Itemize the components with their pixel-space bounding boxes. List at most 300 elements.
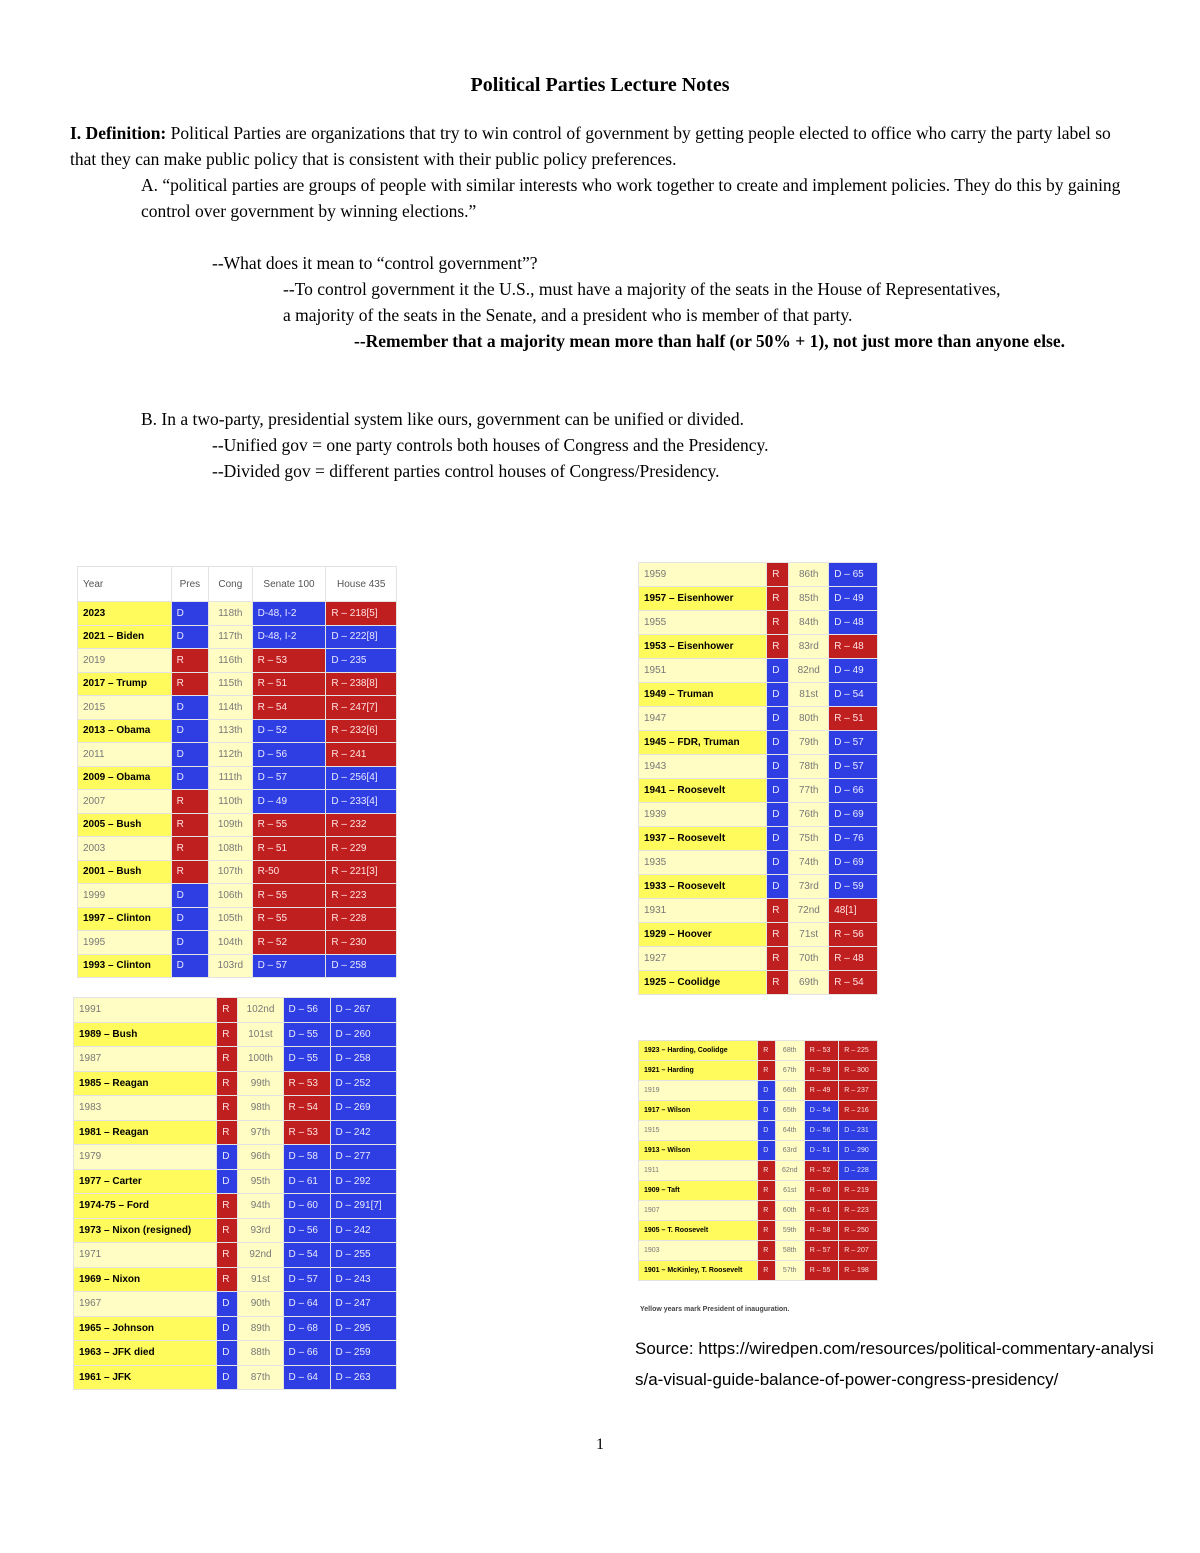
senate-cell: D – 59	[829, 875, 878, 899]
congress-cell: 103rd	[209, 954, 252, 978]
pres-party-cell: R	[758, 1161, 776, 1181]
table-row	[78, 790, 397, 814]
year-cell: 1983	[74, 1096, 217, 1121]
pres-party-cell: R	[767, 611, 789, 635]
table-row	[639, 659, 878, 683]
pres-party-cell: R	[767, 635, 789, 659]
year-cell: 1969 – Nixon	[74, 1267, 217, 1292]
table-row	[639, 803, 878, 827]
table-row	[639, 971, 878, 995]
year-cell: 1963 – JFK died	[74, 1341, 217, 1366]
pres-party-cell: D	[171, 696, 208, 720]
pres-party-cell: R	[767, 563, 789, 587]
table-row	[78, 766, 397, 790]
year-cell: 2019	[78, 649, 172, 673]
congress-cell: 91st	[238, 1267, 283, 1292]
congress-cell: 89th	[238, 1316, 283, 1341]
congress-cell: 85th	[789, 587, 829, 611]
house-cell: D – 255	[330, 1243, 396, 1268]
table-row	[78, 907, 397, 931]
year-cell: 2021 – Biden	[78, 625, 172, 649]
congress-cell: 76th	[789, 803, 829, 827]
senate-cell: D – 69	[829, 851, 878, 875]
congress-cell: 78th	[789, 755, 829, 779]
senate-cell: D-48, I-2	[252, 625, 326, 649]
house-cell: R – 232[6]	[326, 719, 397, 743]
senate-cell: D – 68	[283, 1316, 330, 1341]
congress-cell: 87th	[238, 1365, 283, 1390]
senate-cell: D – 57	[252, 954, 326, 978]
year-cell: 1979	[74, 1145, 217, 1170]
congress-cell: 100th	[238, 1047, 283, 1072]
congress-cell: 68th	[775, 1041, 804, 1061]
pres-party-cell: R	[767, 923, 789, 947]
table-row	[639, 1121, 878, 1141]
table-header-row	[78, 567, 397, 602]
page-title: Political Parties Lecture Notes	[470, 74, 730, 96]
table-row	[74, 1316, 397, 1341]
congress-cell: 109th	[209, 813, 252, 837]
table-row	[639, 899, 878, 923]
year-cell: 1989 – Bush	[74, 1022, 217, 1047]
house-cell: R – 219	[839, 1181, 878, 1201]
table-row	[78, 602, 397, 626]
control-explanation-1: --To control government it the U.S., must have a majority of the seats in the House of Representatives,	[283, 279, 1001, 299]
senate-cell: R – 58	[804, 1221, 838, 1241]
year-cell: 1929 – Hoover	[639, 923, 767, 947]
house-cell: D – 231	[839, 1121, 878, 1141]
year-cell: 1949 – Truman	[639, 683, 767, 707]
year-cell: 1911	[639, 1161, 758, 1181]
senate-cell: R-50	[252, 860, 326, 884]
table-row	[639, 1161, 878, 1181]
house-cell: R – 225	[839, 1041, 878, 1061]
senate-cell: D – 64	[283, 1292, 330, 1317]
senate-cell: R – 54	[283, 1096, 330, 1121]
congress-cell: 72nd	[789, 899, 829, 923]
house-cell: R – 207	[839, 1241, 878, 1261]
year-cell: 1953 – Eisenhower	[639, 635, 767, 659]
table-row	[74, 1267, 397, 1292]
table-row	[639, 1141, 878, 1161]
pres-party-cell: D	[758, 1141, 776, 1161]
header-senate: Senate 100	[252, 567, 326, 602]
table-row	[639, 1061, 878, 1081]
table-row	[78, 743, 397, 767]
congress-cell: 112th	[209, 743, 252, 767]
source-citation	[635, 1333, 1155, 1395]
senate-cell: R – 59	[804, 1061, 838, 1081]
table-row	[74, 1096, 397, 1121]
year-cell: 2017 – Trump	[78, 672, 172, 696]
pres-party-cell: D	[217, 1341, 238, 1366]
senate-cell: D – 57	[252, 766, 326, 790]
table-row	[78, 696, 397, 720]
year-cell: 1977 – Carter	[74, 1169, 217, 1194]
house-cell: R – 250	[839, 1221, 878, 1241]
pres-party-cell: D	[758, 1101, 776, 1121]
congress-cell: 117th	[209, 625, 252, 649]
table-row	[639, 947, 878, 971]
balance-table-1923-1901	[638, 1040, 878, 1281]
table-note: Yellow years mark President of inauguration.	[640, 1306, 790, 1313]
house-cell: D – 258	[330, 1047, 396, 1072]
table-row	[639, 1201, 878, 1221]
table-row	[639, 683, 878, 707]
senate-cell: R – 54	[829, 971, 878, 995]
congress-cell: 90th	[238, 1292, 283, 1317]
house-cell: R – 216	[839, 1101, 878, 1121]
table-row	[78, 837, 397, 861]
year-cell: 1981 – Reagan	[74, 1120, 217, 1145]
pres-party-cell: D	[767, 707, 789, 731]
point-a: A. “political parties are groups of people with similar interests who work together to create and implement policies. They do this by gaining control over government by winning elections.”	[141, 175, 1121, 221]
senate-cell: R – 49	[804, 1081, 838, 1101]
year-cell: 1973 – Nixon (resigned)	[74, 1218, 217, 1243]
pres-party-cell: R	[171, 837, 208, 861]
table-row	[78, 649, 397, 673]
table-row	[639, 923, 878, 947]
table-row	[74, 1120, 397, 1145]
congress-cell: 62nd	[775, 1161, 804, 1181]
year-cell: 1907	[639, 1201, 758, 1221]
senate-cell: D – 54	[283, 1243, 330, 1268]
house-cell: R – 218[5]	[326, 602, 397, 626]
senate-cell: R – 55	[252, 813, 326, 837]
house-cell: D – 247	[330, 1292, 396, 1317]
house-cell: D – 277	[330, 1145, 396, 1170]
table-row	[639, 827, 878, 851]
pres-party-cell: D	[171, 884, 208, 908]
congress-cell: 77th	[789, 779, 829, 803]
senate-cell: R – 48	[829, 947, 878, 971]
year-cell: 1959	[639, 563, 767, 587]
year-cell: 1987	[74, 1047, 217, 1072]
table-row	[639, 779, 878, 803]
house-cell: D – 256[4]	[326, 766, 397, 790]
house-cell: R – 223	[326, 884, 397, 908]
pres-party-cell: R	[217, 1194, 238, 1219]
senate-cell: D – 69	[829, 803, 878, 827]
senate-cell: D – 56	[252, 743, 326, 767]
senate-cell: R – 51	[252, 672, 326, 696]
house-cell: R – 300	[839, 1061, 878, 1081]
definition-paragraph	[70, 120, 1130, 172]
house-cell: D – 243	[330, 1267, 396, 1292]
year-cell: 2011	[78, 743, 172, 767]
year-cell: 1995	[78, 931, 172, 955]
congress-cell: 108th	[209, 837, 252, 861]
balance-table-1959-1925	[638, 562, 878, 995]
house-cell: D – 222[8]	[326, 625, 397, 649]
senate-cell: D – 76	[829, 827, 878, 851]
header-year: Year	[78, 567, 172, 602]
year-cell: 1999	[78, 884, 172, 908]
table-row	[74, 1145, 397, 1170]
table-row	[78, 813, 397, 837]
house-cell: R – 198	[839, 1261, 878, 1281]
year-cell: 1947	[639, 707, 767, 731]
senate-cell: R – 55	[252, 884, 326, 908]
pres-party-cell: R	[767, 971, 789, 995]
table-row	[639, 1221, 878, 1241]
pres-party-cell: D	[171, 719, 208, 743]
senate-cell: D – 64	[283, 1365, 330, 1390]
pres-party-cell: R	[217, 1071, 238, 1096]
divided-gov: --Divided gov = different parties control houses of Congress/Presidency.	[212, 461, 720, 481]
year-cell: 1991	[74, 998, 217, 1023]
pres-party-cell: D	[217, 1169, 238, 1194]
pres-party-cell: R	[171, 860, 208, 884]
congress-cell: 74th	[789, 851, 829, 875]
year-cell: 1937 – Roosevelt	[639, 827, 767, 851]
senate-cell: D – 58	[283, 1145, 330, 1170]
table-row	[639, 1081, 878, 1101]
pres-party-cell: R	[758, 1221, 776, 1241]
senate-cell: D – 54	[829, 683, 878, 707]
table-row	[639, 587, 878, 611]
congress-cell: 70th	[789, 947, 829, 971]
pres-party-cell: R	[171, 672, 208, 696]
congress-cell: 98th	[238, 1096, 283, 1121]
congress-cell: 73rd	[789, 875, 829, 899]
house-cell: R – 223	[839, 1201, 878, 1221]
pres-party-cell: R	[767, 587, 789, 611]
congress-cell: 101st	[238, 1022, 283, 1047]
senate-cell: D – 57	[283, 1267, 330, 1292]
year-cell: 2003	[78, 837, 172, 861]
senate-cell: D – 65	[829, 563, 878, 587]
table-row	[78, 954, 397, 978]
year-cell: 1917 – Wilson	[639, 1101, 758, 1121]
table-row	[74, 1071, 397, 1096]
table-row	[74, 1022, 397, 1047]
senate-cell: R – 52	[252, 931, 326, 955]
pres-party-cell: D	[217, 1145, 238, 1170]
year-cell: 1943	[639, 755, 767, 779]
year-cell: 1919	[639, 1081, 758, 1101]
congress-cell: 80th	[789, 707, 829, 731]
year-cell: 1985 – Reagan	[74, 1071, 217, 1096]
table-row	[74, 1218, 397, 1243]
congress-cell: 71st	[789, 923, 829, 947]
house-cell: R – 229	[326, 837, 397, 861]
congress-cell: 75th	[789, 827, 829, 851]
pres-party-cell: D	[171, 954, 208, 978]
congress-cell: 81st	[789, 683, 829, 707]
year-cell: 1939	[639, 803, 767, 827]
house-cell: D – 292	[330, 1169, 396, 1194]
pres-party-cell: D	[171, 625, 208, 649]
pres-party-cell: R	[758, 1241, 776, 1261]
pres-party-cell: D	[767, 851, 789, 875]
pres-party-cell: D	[758, 1121, 776, 1141]
congress-cell: 94th	[238, 1194, 283, 1219]
house-cell: D – 263	[330, 1365, 396, 1390]
senate-cell: 48[1]	[829, 899, 878, 923]
senate-cell: D – 55	[283, 1022, 330, 1047]
table-row	[639, 635, 878, 659]
pres-party-cell: R	[217, 1243, 238, 1268]
pres-party-cell: D	[767, 803, 789, 827]
senate-cell: D – 56	[283, 998, 330, 1023]
pres-party-cell: R	[758, 1041, 776, 1061]
year-cell: 1921 – Harding	[639, 1061, 758, 1081]
definition-text: Political Parties are organizations that try to win control of government by getting people elected to office who carry the party label so that they can make public policy that is consistent with their public policy preferences.	[70, 123, 1111, 169]
congress-cell: 99th	[238, 1071, 283, 1096]
table-row	[78, 931, 397, 955]
table-row	[74, 1194, 397, 1219]
senate-cell: R – 53	[804, 1041, 838, 1061]
unified-gov: --Unified gov = one party controls both houses of Congress and the Presidency.	[212, 435, 769, 455]
pres-party-cell: D	[171, 907, 208, 931]
house-cell: D – 258	[326, 954, 397, 978]
pres-party-cell: R	[217, 998, 238, 1023]
senate-cell: D – 60	[283, 1194, 330, 1219]
pres-party-cell: R	[758, 1061, 776, 1081]
pres-party-cell: D	[767, 683, 789, 707]
table-row	[74, 1047, 397, 1072]
pres-party-cell: R	[171, 813, 208, 837]
congress-cell: 92nd	[238, 1243, 283, 1268]
year-cell: 1901 – McKinley, T. Roosevelt	[639, 1261, 758, 1281]
table-row	[639, 1261, 878, 1281]
year-cell: 1923 – Harding, Coolidge	[639, 1041, 758, 1061]
congress-cell: 67th	[775, 1061, 804, 1081]
pres-party-cell: D	[171, 743, 208, 767]
house-cell: D – 291[7]	[330, 1194, 396, 1219]
house-cell: R – 228	[326, 907, 397, 931]
pres-party-cell: D	[767, 755, 789, 779]
senate-cell: R – 57	[804, 1241, 838, 1261]
pres-party-cell: R	[758, 1201, 776, 1221]
senate-cell: R – 55	[804, 1261, 838, 1281]
congress-cell: 114th	[209, 696, 252, 720]
congress-cell: 65th	[775, 1101, 804, 1121]
congress-cell: 69th	[789, 971, 829, 995]
year-cell: 1957 – Eisenhower	[639, 587, 767, 611]
senate-cell: R – 54	[252, 696, 326, 720]
definition-label: I. Definition:	[70, 123, 167, 143]
congress-cell: 66th	[775, 1081, 804, 1101]
senate-cell: R – 48	[829, 635, 878, 659]
house-cell: R – 247[7]	[326, 696, 397, 720]
table-row	[639, 1181, 878, 1201]
pres-party-cell: R	[767, 899, 789, 923]
source-url[interactable]: https://wiredpen.com/resources/political-commentary-analysis/a-visual-guide-balance-of-power-congress-presidency/	[635, 1339, 1154, 1389]
congress-cell: 107th	[209, 860, 252, 884]
house-cell: D – 269	[330, 1096, 396, 1121]
pres-party-cell: R	[217, 1218, 238, 1243]
year-cell: 1945 – FDR, Truman	[639, 731, 767, 755]
congress-cell: 86th	[789, 563, 829, 587]
pres-party-cell: R	[767, 947, 789, 971]
table-row	[639, 851, 878, 875]
pres-party-cell: R	[758, 1181, 776, 1201]
house-cell: R – 230	[326, 931, 397, 955]
congress-cell: 111th	[209, 766, 252, 790]
senate-cell: D – 48	[829, 611, 878, 635]
header-cong: Cong	[209, 567, 252, 602]
house-cell: D – 290	[839, 1141, 878, 1161]
year-cell: 1971	[74, 1243, 217, 1268]
pres-party-cell: D	[171, 766, 208, 790]
house-cell: D – 242	[330, 1120, 396, 1145]
year-cell: 1941 – Roosevelt	[639, 779, 767, 803]
point-b: B. In a two-party, presidential system like ours, government can be unified or divided.	[141, 409, 744, 429]
house-cell: D – 267	[330, 998, 396, 1023]
house-cell: D – 260	[330, 1022, 396, 1047]
pres-party-cell: R	[217, 1096, 238, 1121]
house-cell: R – 237	[839, 1081, 878, 1101]
table-row	[639, 563, 878, 587]
control-explanation-2: a majority of the seats in the Senate, and a president who is member of that party.	[283, 305, 853, 325]
table-row	[639, 731, 878, 755]
pres-party-cell: D	[767, 731, 789, 755]
year-cell: 2005 – Bush	[78, 813, 172, 837]
source-label: Source:	[635, 1339, 694, 1358]
table-row	[78, 719, 397, 743]
senate-cell: D – 57	[829, 731, 878, 755]
table-row	[639, 1041, 878, 1061]
majority-reminder: --Remember that a majority mean more than half (or 50% + 1), not just more than anyone else.	[354, 331, 1066, 351]
congress-cell: 58th	[775, 1241, 804, 1261]
header-pres: Pres	[171, 567, 208, 602]
table-row	[78, 625, 397, 649]
senate-cell: D-48, I-2	[252, 602, 326, 626]
pres-party-cell: R	[217, 1267, 238, 1292]
pres-party-cell: D	[767, 779, 789, 803]
congress-cell: 106th	[209, 884, 252, 908]
year-cell: 2015	[78, 696, 172, 720]
table-row	[639, 875, 878, 899]
page-number: 1	[596, 1436, 604, 1453]
congress-cell: 102nd	[238, 998, 283, 1023]
house-cell: D – 295	[330, 1316, 396, 1341]
house-cell: R – 221[3]	[326, 860, 397, 884]
senate-cell: R – 60	[804, 1181, 838, 1201]
house-cell: D – 242	[330, 1218, 396, 1243]
year-cell: 1967	[74, 1292, 217, 1317]
pres-party-cell: D	[758, 1081, 776, 1101]
question-control: --What does it mean to “control government”?	[212, 253, 538, 273]
senate-cell: D – 56	[804, 1121, 838, 1141]
pres-party-cell: D	[217, 1292, 238, 1317]
table-row	[74, 1365, 397, 1390]
congress-cell: 97th	[238, 1120, 283, 1145]
table-row	[639, 755, 878, 779]
year-cell: 1909 – Taft	[639, 1181, 758, 1201]
pres-party-cell: R	[217, 1120, 238, 1145]
table-row	[639, 1101, 878, 1121]
senate-cell: D – 49	[829, 587, 878, 611]
table-row	[74, 1243, 397, 1268]
year-cell: 1931	[639, 899, 767, 923]
congress-cell: 83rd	[789, 635, 829, 659]
table-row	[78, 672, 397, 696]
house-cell: D – 228	[839, 1161, 878, 1181]
year-cell: 2013 – Obama	[78, 719, 172, 743]
table-row	[74, 1341, 397, 1366]
senate-cell: R – 61	[804, 1201, 838, 1221]
table-row	[639, 611, 878, 635]
senate-cell: R – 53	[283, 1120, 330, 1145]
table-row	[74, 1292, 397, 1317]
year-cell: 1955	[639, 611, 767, 635]
senate-cell: D – 56	[283, 1218, 330, 1243]
house-cell: R – 232	[326, 813, 397, 837]
congress-cell: 105th	[209, 907, 252, 931]
